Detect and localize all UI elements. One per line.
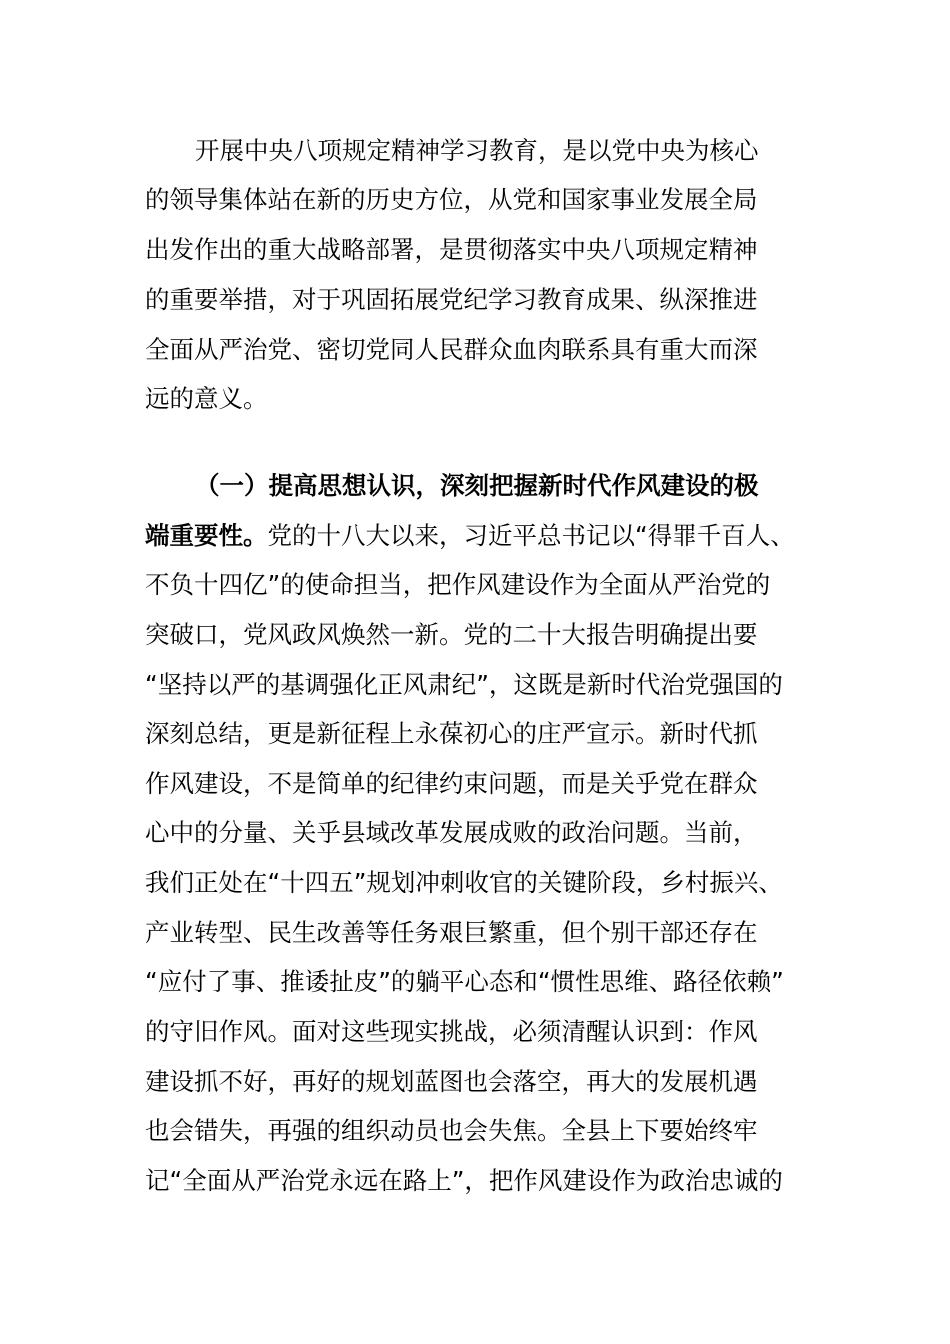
paragraph-2-line-13: 建设抓不好，再好的规划蓝图也会落空，再大的发展机遇 (145, 1067, 758, 1096)
paragraph-2-line-2 (145, 511, 795, 561)
paragraph-2-line-4: 突破口，党风政风焕然一新。党的二十大报告明确提出要 (145, 620, 758, 649)
paragraph-2-line-6: 深刻总结，更是新征程上永葆初心的庄严宣示。新时代抓 (145, 719, 758, 748)
paragraph-2-line-5: “坚持以严的基调强化正风肃纪”，这既是新时代治党强国的 (145, 670, 783, 699)
paragraph-2-line-11: “应付了事、推诿扯皮”的躺平心态和“惯性思维、路径依赖” (145, 967, 784, 996)
paragraph-1-line-3: 出发作出的重大战略部署，是贯彻落实中央八项规定精神 (145, 235, 758, 264)
paragraph-2-line-15: 记“全面从严治党永远在路上”，把作风建设作为政治忠诚的 (145, 1166, 783, 1195)
paragraph-2-line-10: 产业转型、民生改善等任务艰巨繁重，但个别干部还存在 (145, 918, 758, 947)
paragraph-1-line-6: 远的意义。 (145, 384, 268, 413)
section-heading-end: 端重要性。 (145, 521, 268, 550)
paragraph-2-line-12: 的守旧作风。面对这些现实挑战，必须清醒认识到：作风 (145, 1017, 758, 1046)
paragraph-2-line-2-text: 党的十八大以来，习近平总书记以“得罪千百人、 (267, 521, 795, 550)
paragraph-1-line-1: 开展中央八项规定精神学习教育，是以党中央为核心 (195, 136, 759, 165)
paragraph-2-line-7: 作风建设，不是简单的纪律约束问题，而是关乎党在群众 (145, 769, 758, 798)
paragraph-1-line-2: 的领导集体站在新的历史方位，从党和国家事业发展全局 (145, 185, 758, 214)
paragraph-2-line-9: 我们正处在“十四五”规划冲刺收官的关键阶段，乡村振兴、 (145, 868, 783, 897)
paragraph-1-line-5: 全面从严治党、密切党同人民群众血肉联系具有重大而深 (145, 335, 758, 364)
paragraph-2-line-3: 不负十四亿”的使命担当，把作风建设作为全面从严治党的 (145, 570, 771, 599)
section-heading: （一）提高思想认识，深刻把握新时代作风建设的极 (195, 471, 759, 500)
paragraph-2-line-8: 心中的分量、关乎县域改革发展成败的政治问题。当前， (145, 818, 758, 847)
paragraph-2-line-14: 也会错失，再强的组织动员也会失焦。全县上下要始终牢 (145, 1116, 758, 1145)
paragraph-1-line-4: 的重要举措，对于巩固拓展党纪学习教育成果、纵深推进 (145, 285, 758, 314)
